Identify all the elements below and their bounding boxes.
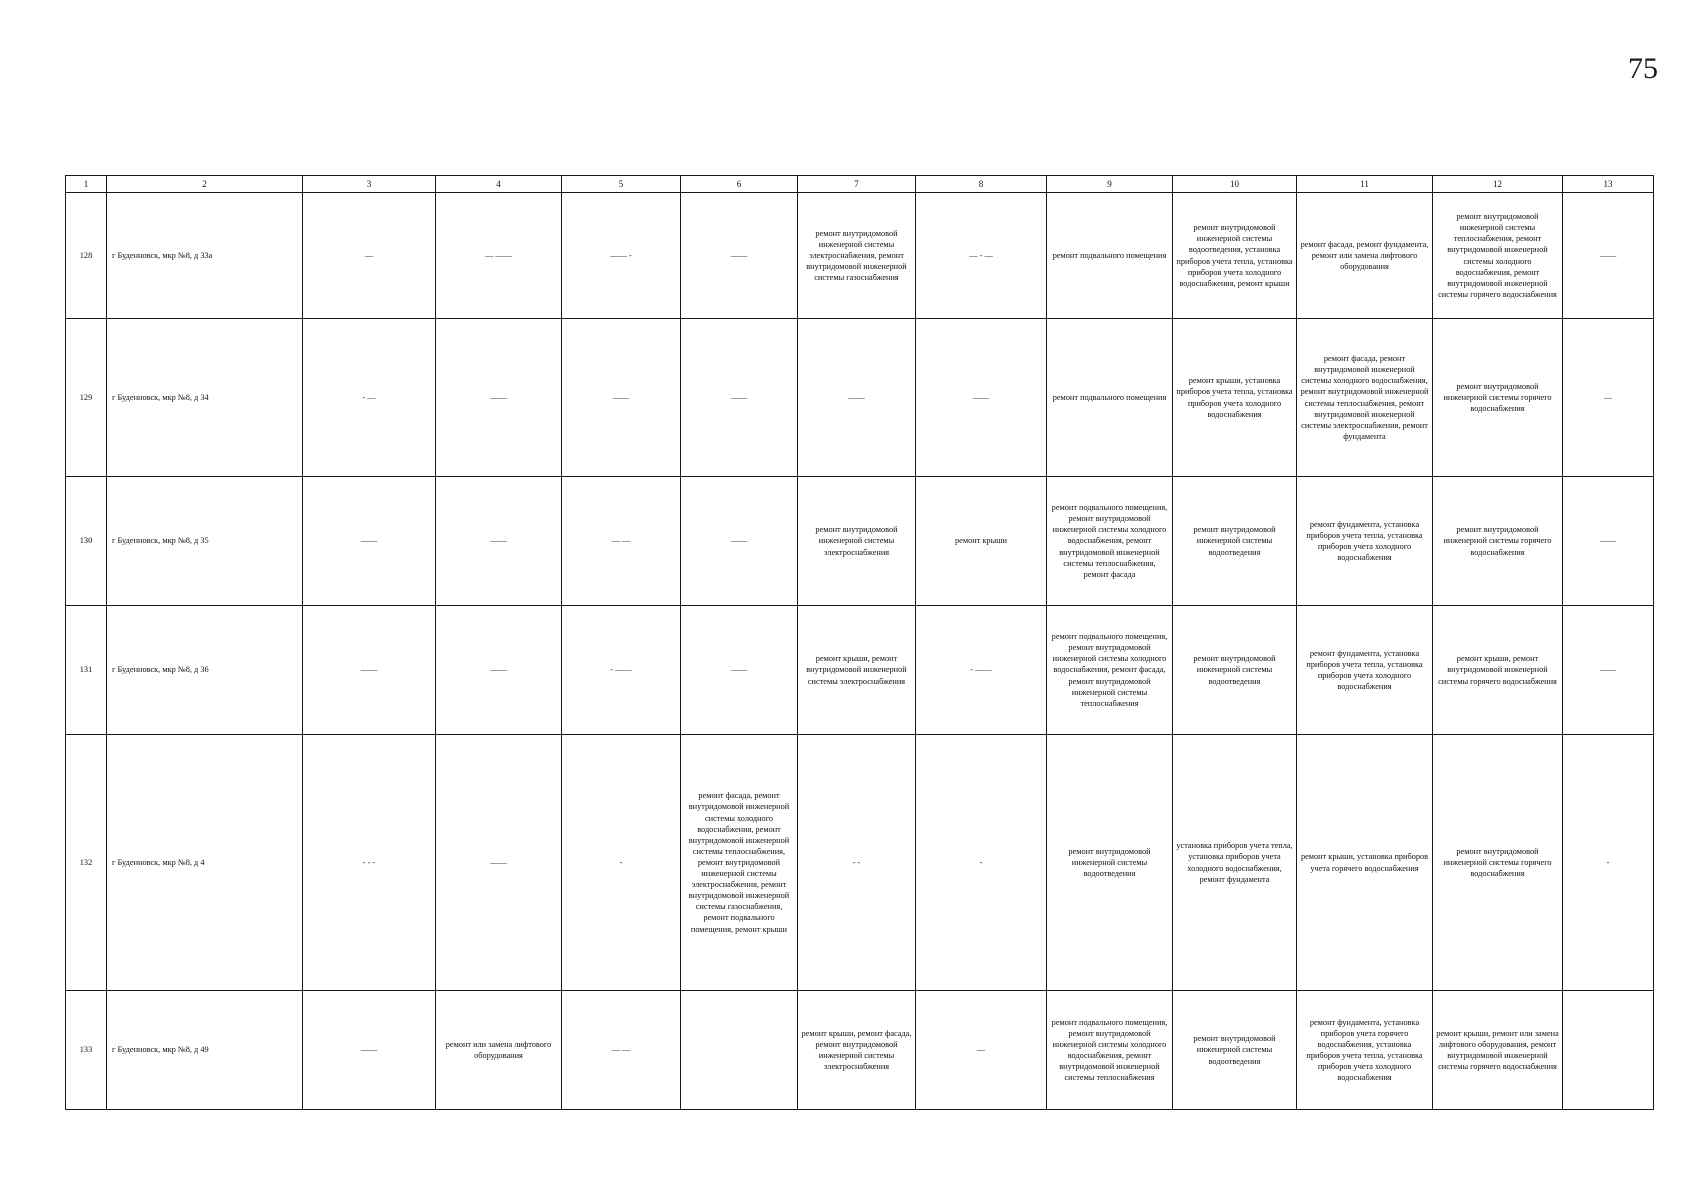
table-cell: ——	[681, 319, 798, 477]
table-cell: ремонт внутридомовой инженерной системы электроснабжения	[798, 477, 916, 606]
table-cell: ремонт крыши, ремонт фасада, ремонт внутридомовой инженерной системы электроснабжения	[798, 991, 916, 1110]
table-cell: - ——	[562, 606, 681, 735]
table-cell: — ——	[436, 193, 562, 319]
column-header: 11	[1297, 176, 1433, 193]
table-cell: ——	[1563, 193, 1654, 319]
column-header: 9	[1047, 176, 1173, 193]
row-address: г Буденновск, мкр №8, д 49	[107, 991, 303, 1110]
row-number: 133	[66, 991, 107, 1110]
table-cell: -	[916, 735, 1047, 991]
table-cell: ——	[916, 319, 1047, 477]
table-cell: ремонт внутридомовой инженерной системы теплоснабжения, ремонт внутридомовой инженерной системы холодного водоснабжения, ремонт внутридомовой инженерной системы горячего водоснабжения	[1433, 193, 1563, 319]
table-cell: ——	[436, 477, 562, 606]
row-number: 131	[66, 606, 107, 735]
table-cell: ремонт или замена лифтового оборудования	[436, 991, 562, 1110]
table-cell: —— -	[562, 193, 681, 319]
table-cell: ремонт внутридомовой инженерной системы водоотведения, установка приборов учета тепла, установка приборов учета холодного водоснабжения, ремонт крыши	[1173, 193, 1297, 319]
table-cell: ремонт крыши, установка приборов учета горячего водоснабжения	[1297, 735, 1433, 991]
table-cell: ремонт фасада, ремонт фундамента, ремонт или замена лифтового оборудования	[1297, 193, 1433, 319]
table-cell: ——	[681, 193, 798, 319]
row-number: 130	[66, 477, 107, 606]
table-cell: ремонт внутридомовой инженерной системы горячего водоснабжения	[1433, 735, 1563, 991]
column-header: 3	[303, 176, 436, 193]
table-cell: ——	[436, 735, 562, 991]
column-header: 13	[1563, 176, 1654, 193]
column-header: 10	[1173, 176, 1297, 193]
table-row	[66, 319, 1654, 477]
table-cell: ремонт фундамента, установка приборов учета тепла, установка приборов учета холодного водоснабжения	[1297, 477, 1433, 606]
column-header: 12	[1433, 176, 1563, 193]
table-cell: ремонт внутридомовой инженерной системы водоотведения	[1173, 477, 1297, 606]
table-cell: ——	[1563, 477, 1654, 606]
table-cell: ремонт подвального помещения	[1047, 319, 1173, 477]
column-header: 8	[916, 176, 1047, 193]
column-header: 4	[436, 176, 562, 193]
table-cell: ремонт подвального помещения	[1047, 193, 1173, 319]
table-cell: ——	[436, 606, 562, 735]
table-cell: — —	[562, 477, 681, 606]
row-address: г Буденновск, мкр №8, д 33а	[107, 193, 303, 319]
table-cell: ——	[681, 477, 798, 606]
column-header: 7	[798, 176, 916, 193]
table-cell: ремонт крыши, установка приборов учета тепла, установка приборов учета холодного водоснабжения	[1173, 319, 1297, 477]
column-header: 5	[562, 176, 681, 193]
table-row	[66, 735, 1654, 991]
table-cell: ——	[303, 991, 436, 1110]
row-number: 132	[66, 735, 107, 991]
table-cell: —	[1563, 319, 1654, 477]
table-cell: ремонт подвального помещения, ремонт внутридомовой инженерной системы холодного водоснабжения, ремонт фасада, ремонт внутридомовой инженерной системы теплоснабжения	[1047, 606, 1173, 735]
column-header: 2	[107, 176, 303, 193]
table-cell: ——	[436, 319, 562, 477]
table-cell: — —	[562, 991, 681, 1110]
row-number: 128	[66, 193, 107, 319]
table-cell: ——	[562, 319, 681, 477]
table-cell: -	[1563, 735, 1654, 991]
table-cell: ремонт фундамента, установка приборов учета горячего водоснабжения, установка приборов учета тепла, установка приборов учета холодного водоснабжения	[1297, 991, 1433, 1110]
repair-schedule-table	[65, 175, 1654, 1110]
table-cell: ремонт крыши, ремонт внутридомовой инженерной системы электроснабжения	[798, 606, 916, 735]
table-cell: - ——	[916, 606, 1047, 735]
table-cell: ремонт фундамента, установка приборов учета тепла, установка приборов учета холодного водоснабжения	[1297, 606, 1433, 735]
table-cell: ремонт подвального помещения, ремонт внутридомовой инженерной системы холодного водоснабжения, ремонт внутридомовой инженерной системы теплоснабжения	[1047, 991, 1173, 1110]
row-address: г Буденновск, мкр №8, д 4	[107, 735, 303, 991]
table-cell: — - —	[916, 193, 1047, 319]
table-cell: ремонт крыши, ремонт или замена лифтового оборудования, ремонт внутридомовой инженерной системы горячего водоснабжения	[1433, 991, 1563, 1110]
column-header: 1	[66, 176, 107, 193]
table-cell	[1563, 991, 1654, 1110]
table-cell: ремонт подвального помещения, ремонт внутридомовой инженерной системы холодного водоснабжения, ремонт внутридомовой инженерной системы теплоснабжения, ремонт фасада	[1047, 477, 1173, 606]
table-cell: ——	[681, 606, 798, 735]
row-address: г Буденновск, мкр №8, д 35	[107, 477, 303, 606]
table-cell: ремонт внутридомовой инженерной системы горячего водоснабжения	[1433, 319, 1563, 477]
table-row	[66, 477, 1654, 606]
table-cell: ремонт внутридомовой инженерной системы водоотведения	[1173, 606, 1297, 735]
table-cell: ремонт крыши, ремонт внутридомовой инженерной системы горячего водоснабжения	[1433, 606, 1563, 735]
table-cell: -	[562, 735, 681, 991]
table-cell: ——	[303, 477, 436, 606]
table-cell: - —	[303, 319, 436, 477]
table-cell: ——	[1563, 606, 1654, 735]
table-cell	[681, 991, 798, 1110]
table-cell: ремонт фасада, ремонт внутридомовой инженерной системы холодного водоснабжения, ремонт внутридомовой инженерной системы теплоснабжения, ремонт внутридомовой инженерной системы электроснабжения, ремонт фундамента	[1297, 319, 1433, 477]
header-row	[66, 176, 1654, 193]
row-number: 129	[66, 319, 107, 477]
table-cell: ——	[303, 606, 436, 735]
table-cell: - - -	[303, 735, 436, 991]
page-number: 75	[1628, 52, 1658, 85]
table-cell: установка приборов учета тепла, установка приборов учета холодного водоснабжения, ремонт фундамента	[1173, 735, 1297, 991]
table-row	[66, 193, 1654, 319]
table-cell: - -	[798, 735, 916, 991]
table-cell: ремонт внутридомовой инженерной системы водоотведения	[1047, 735, 1173, 991]
table-cell: —	[303, 193, 436, 319]
table-cell: ремонт фасада, ремонт внутридомовой инженерной системы холодного водоснабжения, ремонт внутридомовой инженерной системы теплоснабжения, ремонт внутридомовой инженерной системы электроснабжения, ремонт внутридомовой инженерной системы газоснабжения, ремонт подвального помещения, ремонт крыши	[681, 735, 798, 991]
column-header: 6	[681, 176, 798, 193]
table-row	[66, 991, 1654, 1110]
table-cell: ремонт внутридомовой инженерной системы электроснабжения, ремонт внутридомовой инженерной системы газоснабжения	[798, 193, 916, 319]
table-cell: ремонт внутридомовой инженерной системы горячего водоснабжения	[1433, 477, 1563, 606]
table-cell: ——	[798, 319, 916, 477]
table-row	[66, 606, 1654, 735]
table-cell: ремонт внутридомовой инженерной системы водоотведения	[1173, 991, 1297, 1110]
row-address: г Буденновск, мкр №8, д 36	[107, 606, 303, 735]
table-cell: ремонт крыши	[916, 477, 1047, 606]
row-address: г Буденновск, мкр №8, д 34	[107, 319, 303, 477]
table-cell: —	[916, 991, 1047, 1110]
